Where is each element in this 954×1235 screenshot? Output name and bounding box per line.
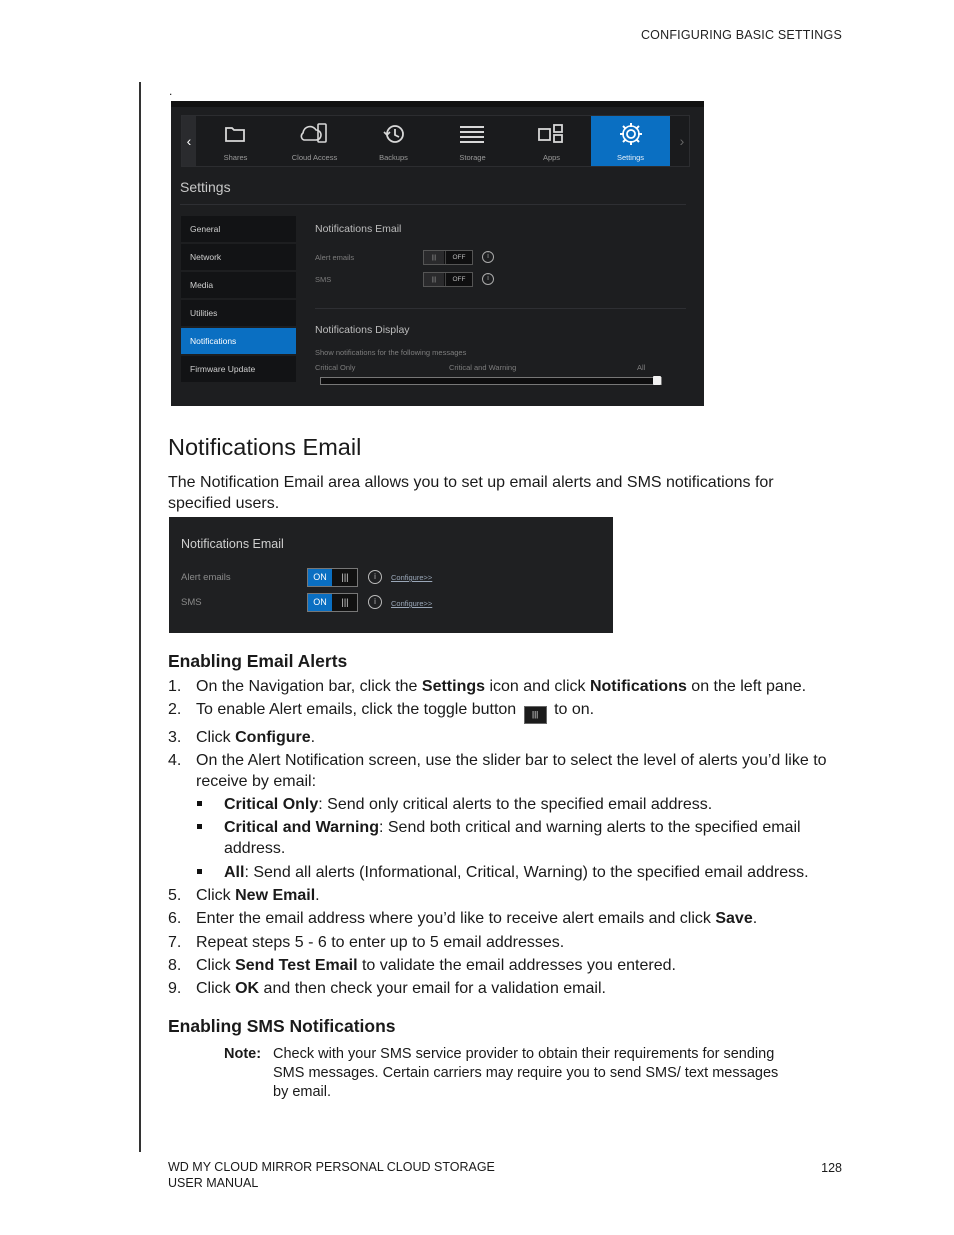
step-text: Repeat steps 5 - 6 to enter up to 5 email addresses. [196, 933, 565, 951]
step-bold: Save [715, 910, 753, 928]
alert-emails-label: Alert emails [181, 572, 231, 583]
step-text: Enter the email address where you’d like to receive alert emails and click [196, 910, 716, 928]
list-item [168, 885, 848, 906]
step-text: Click [196, 728, 236, 746]
toggle-grip-icon: ||| [341, 597, 349, 607]
nav-prev-arrow[interactable]: ‹ [182, 116, 196, 166]
toggle-grip-icon: ||| [424, 273, 444, 286]
bullet-text: : Send all alerts (Informational, Critical, Warning) to the specified email address. [244, 863, 809, 881]
divider [315, 308, 686, 309]
list-item [168, 699, 848, 724]
step-number: 8. [168, 956, 182, 974]
step-text: to validate the email addresses you entered. [357, 956, 676, 974]
sidebar-item-notifications[interactable]: Notifications [181, 328, 296, 354]
step-text: Click [196, 956, 236, 974]
list-item [168, 932, 848, 953]
slider-label-critical-warning: Critical and Warning [449, 363, 517, 372]
notification-level-slider[interactable] [320, 377, 662, 385]
note-block [224, 1045, 784, 1102]
bullet-text: : Send both critical and warning alerts to the specified email address. [224, 819, 801, 858]
step-number: 2. [168, 701, 182, 719]
list-item [168, 955, 848, 976]
step-text: . [310, 728, 316, 746]
margin-rule [139, 82, 141, 1152]
nav-item-apps[interactable] [512, 116, 591, 166]
section-heading-sms: Enabling SMS Notifications [168, 1016, 396, 1036]
info-icon[interactable]: i [368, 570, 382, 584]
step-bold: Send Test Email [235, 956, 358, 974]
bullet-square-icon [197, 801, 202, 806]
info-icon[interactable]: i [368, 595, 382, 609]
sidebar-item-network[interactable]: Network [181, 244, 296, 270]
alert-emails-label: Alert emails [315, 253, 355, 262]
toggle-state: OFF [445, 251, 472, 264]
bullet-item [168, 794, 848, 815]
step-text: to on. [549, 701, 595, 719]
toggle-state: ON [308, 569, 332, 586]
step-text: Click [196, 887, 236, 905]
folder-icon [223, 122, 247, 144]
notifications-email-title: Notifications Email [315, 223, 402, 235]
history-icon [381, 122, 407, 146]
nav-item-storage[interactable] [433, 116, 512, 166]
page-heading: Notifications Email [168, 434, 362, 460]
step-number: 5. [168, 887, 182, 905]
slider-handle[interactable] [653, 376, 661, 385]
navigation-bar [181, 115, 690, 167]
slider-label-all: All [637, 363, 646, 372]
alert-emails-configure-link[interactable]: Configure>> [391, 573, 433, 582]
step-text: To enable Alert emails, click the toggle button [196, 701, 521, 719]
nav-next-arrow[interactable]: › [679, 133, 685, 149]
step-bold: Settings [421, 678, 486, 695]
screenshot-top-strip [171, 101, 704, 107]
divider [180, 204, 686, 205]
step-bold: New Email [235, 887, 316, 905]
step-text: On the Navigation bar, click the [196, 678, 422, 695]
sidebar-item-utilities[interactable]: Utilities [181, 300, 296, 326]
sms-label: SMS [315, 275, 332, 284]
bullet-item [168, 862, 848, 883]
nav-item-settings[interactable] [591, 116, 670, 166]
footer-product: WD MY CLOUD MIRROR PERSONAL CLOUD STORAGE [168, 1160, 495, 1174]
nav-item-shares[interactable] [196, 116, 275, 166]
storage-lines-icon [458, 122, 486, 146]
panel-title: Notifications Email [181, 537, 284, 551]
bullet-item [168, 817, 848, 859]
footer-manual: USER MANUAL [168, 1176, 259, 1190]
nav-label: Settings [616, 153, 645, 162]
info-icon[interactable]: i [482, 273, 494, 285]
notifications-display-title: Notifications Display [315, 324, 410, 336]
info-icon[interactable]: i [482, 251, 494, 263]
nav-item-cloud-access[interactable] [275, 116, 354, 166]
step-number: 9. [168, 980, 182, 998]
step-text: . [315, 887, 320, 905]
step-bold: Configure [235, 728, 311, 746]
step-text: icon and click [485, 678, 590, 695]
intro-paragraph: The Notification Email area allows you to set up email alerts and SMS notifications for specified users. [168, 474, 774, 512]
bullet-text: : Send only critical alerts to the specified email address. [318, 796, 713, 814]
stray-dot: . [169, 84, 173, 98]
toggle-grip-icon: ||| [424, 251, 444, 264]
list-item [168, 676, 848, 697]
steps-list [168, 676, 848, 1002]
step-bold: Notifications [589, 678, 687, 695]
nav-item-backups[interactable] [354, 116, 433, 166]
settings-title: Settings [180, 179, 231, 195]
sidebar-item-firmware-update[interactable]: Firmware Update [181, 356, 296, 382]
settings-sidebar [181, 216, 296, 384]
apps-grid-icon [537, 122, 565, 146]
running-header: CONFIGURING BASIC SETTINGS [640, 28, 842, 42]
toggle-button-icon: ||| [524, 706, 547, 724]
list-item [168, 908, 848, 929]
gear-icon [618, 121, 644, 147]
toggle-state: OFF [445, 273, 472, 286]
step-number: 3. [168, 728, 182, 746]
step-text: Click [196, 980, 236, 998]
bullet-bold: Critical Only [224, 796, 319, 814]
nav-label: Backups [379, 153, 408, 162]
step-text: and then check your email for a validation email. [259, 980, 606, 998]
sms-toggle[interactable] [307, 593, 358, 612]
bullet-square-icon [197, 824, 202, 829]
step-number: 7. [168, 933, 182, 951]
sms-toggle[interactable] [423, 272, 473, 287]
list-item [168, 750, 848, 792]
settings-screenshot [171, 101, 704, 406]
cloud-device-icon [299, 120, 329, 146]
notifications-email-screenshot [169, 517, 613, 633]
sms-label: SMS [181, 597, 202, 608]
step-text: On the Alert Notification screen, use the slider bar to select the level of alerts you’d like to receive by email: [196, 751, 827, 790]
note-text: Check with your SMS service provider to obtain their requirements for sending SMS messages. Certain carriers may require you to send SMS/ text messages by email. [273, 1046, 779, 1100]
list-item [168, 727, 848, 748]
sidebar-item-general[interactable]: General [181, 216, 296, 242]
bullet-bold: Critical and Warning [224, 819, 379, 837]
step-bold: OK [235, 980, 260, 998]
slider-label-critical-only: Critical Only [315, 363, 356, 372]
nav-label: Apps [542, 153, 561, 162]
display-caption: Show notifications for the following messages [315, 348, 467, 357]
toggle-grip-icon: ||| [341, 572, 349, 582]
nav-label: Cloud Access [291, 153, 338, 162]
section-heading-email: Enabling Email Alerts [168, 651, 348, 671]
step-text: on the left pane. [686, 678, 807, 695]
step-number: 1. [168, 678, 182, 695]
nav-label: Shares [223, 153, 248, 162]
alert-emails-toggle[interactable] [423, 250, 473, 265]
step-number: 6. [168, 910, 182, 928]
step-text: . [752, 910, 758, 928]
page-number: 128 [821, 1161, 842, 1175]
toggle-state: ON [308, 594, 332, 611]
step-number: 4. [168, 751, 182, 769]
bullet-bold: All [224, 863, 245, 881]
bullet-square-icon [197, 869, 202, 874]
sidebar-item-media[interactable]: Media [181, 272, 296, 298]
list-item [168, 978, 848, 999]
alert-emails-toggle[interactable] [307, 568, 358, 587]
note-label: Note: [224, 1046, 262, 1062]
footer [168, 1159, 495, 1191]
sms-configure-link[interactable]: Configure>> [391, 599, 433, 608]
nav-label: Storage [459, 153, 486, 162]
